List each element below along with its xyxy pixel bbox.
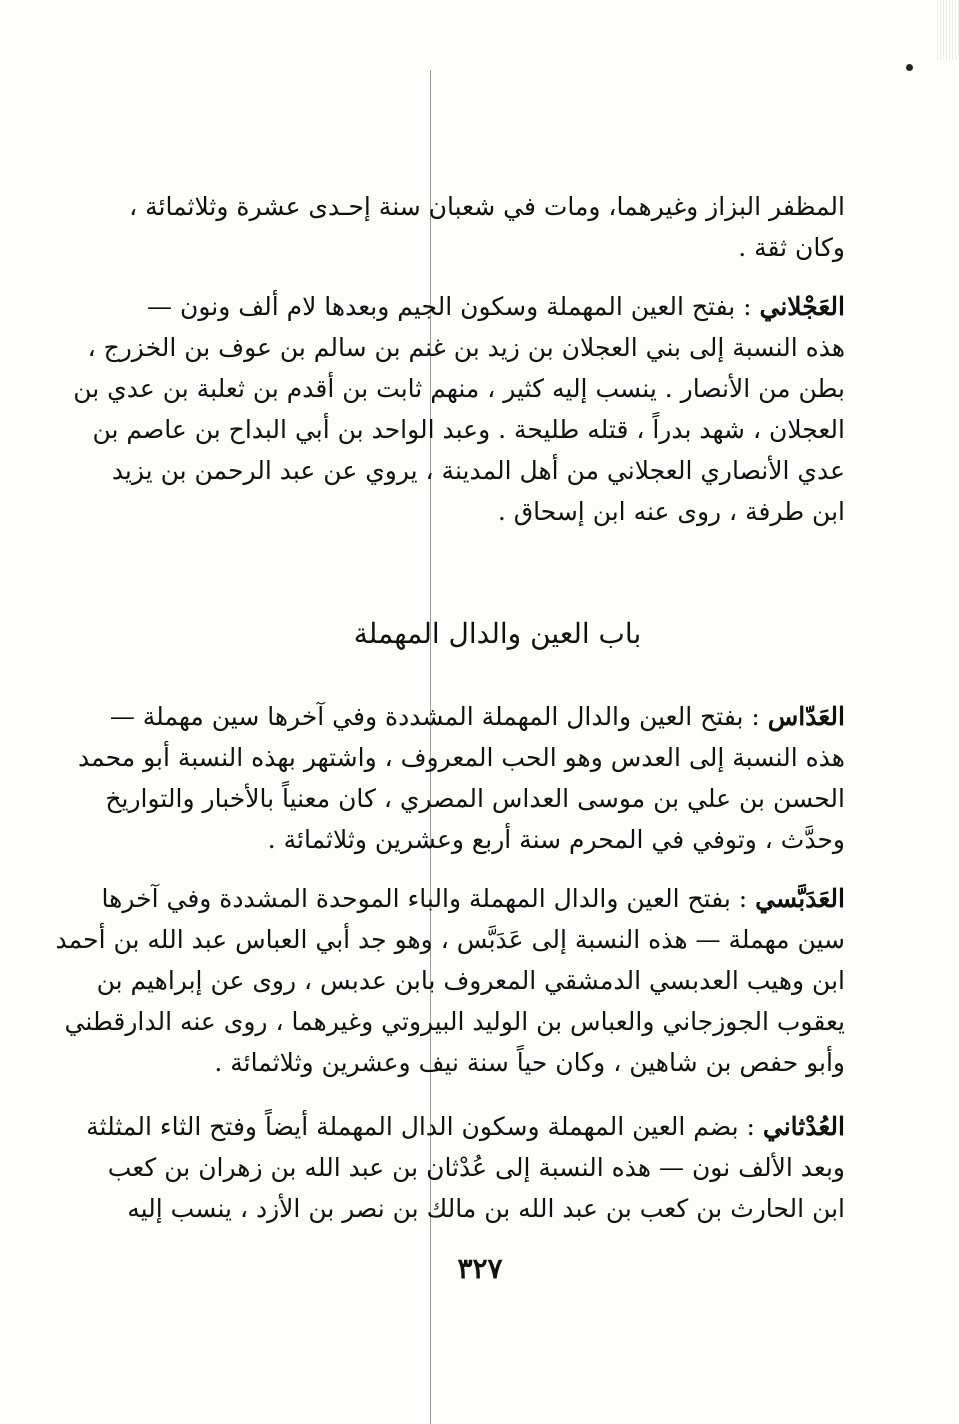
entry-definition-start: : بفتح العين المهملة وسكون الجيم وبعدها لام ألف ونون — <box>147 292 760 321</box>
entry-ajlani <box>73 286 845 532</box>
text-line: عدي الأنصاري العجلاني من أهل المدينة ، يروي عن عبد الرحمن بن يزيد <box>111 456 845 485</box>
entry-definition-start: : بضم العين المهملة وسكون الدال المهملة أيضاً وفتح الثاء المثلثة <box>86 1112 763 1141</box>
entry-first-line <box>86 1106 845 1147</box>
text-line: هذه النسبة إلى بني العجلان بن زيد بن غنم بن سالم بن عوف بن الخزرج ، <box>87 333 845 362</box>
text-line: الحسن بن علي بن موسى العداس المصري ، كان معنياً بالأخبار والتواريخ <box>105 784 845 813</box>
text-line: المظفر البزاز وغيرهما، ومات في شعبان سنة إحـدى عشرة وثلاثمائة ، <box>129 192 845 221</box>
scan-edge-noise <box>937 0 959 60</box>
entry-headword: العَدّاس <box>767 702 845 731</box>
page-number: ٣٢٧ <box>457 1252 503 1285</box>
entry-adabbasi <box>55 878 845 1083</box>
entry-first-line <box>109 696 845 737</box>
entry-headword: العَجْلاني <box>759 292 845 321</box>
text-line: ابن طرفة ، روى عنه ابن إسحاق . <box>497 497 845 526</box>
text-line: بطن من الأنصار . ينسب إليه كثير ، منهم ثابت بن أقدم بن ثعلبة بن عدي بن <box>73 374 845 403</box>
scan-dot <box>906 64 913 71</box>
text-line: هذه النسبة إلى العدس وهو الحب المعروف ، واشتهر بهذه النسبة أبو محمد <box>78 743 845 772</box>
continuation-paragraph <box>129 186 845 268</box>
entry-addas <box>78 696 845 860</box>
entry-first-line <box>101 878 845 919</box>
text-line: ابن الحارث بن كعب بن عبد الله بن مالك بن نصر بن الأزد ، ينسب إليه <box>127 1194 845 1223</box>
entry-headword: العُدْثاني <box>762 1112 845 1141</box>
text-line: وأبو حفص بن شاهين ، وكان حياً سنة نيف وعشرين وثلاثمائة . <box>214 1048 845 1077</box>
entry-definition-start: : بفتح العين والدال المهملة والباء الموحدة المشددة وفي آخرها <box>101 884 756 913</box>
text-line: ابن وهيب العدبسي الدمشقي المعروف بابن عدبس ، روى عن إبراهيم بن <box>96 966 845 995</box>
text-line: العجلان ، شهد بدراً ، قتله طليحة . وعبد الواحد بن أبي البداح بن عاصم بن <box>92 415 845 444</box>
entry-definition-start: : بفتح العين والدال المهملة المشددة وفي آخرها سين مهملة — <box>109 702 768 731</box>
text-line: وكان ثقة . <box>738 233 845 262</box>
entry-headword: العَدَبَّسي <box>755 884 845 913</box>
section-heading: باب العين والدال المهملة <box>353 617 642 650</box>
entry-first-line <box>147 286 845 327</box>
text-line: وحدَّث ، وتوفي في المحرم سنة أربع وعشرين وثلاثمائة . <box>267 825 845 854</box>
entry-udthani <box>86 1106 845 1229</box>
text-line: سين مهملة — هذه النسبة إلى عَدَبَّس ، وهو جد أبي العباس عبد الله بن أحمد <box>55 925 845 954</box>
text-line: يعقوب الجوزجاني والعباس بن الوليد البيروتي وغيرهما ، روى عنه الدارقطني <box>64 1007 845 1036</box>
text-line: وبعد الألف نون — هذه النسبة إلى عُدْثان بن عبد الله بن زهران بن كعب <box>107 1153 845 1182</box>
